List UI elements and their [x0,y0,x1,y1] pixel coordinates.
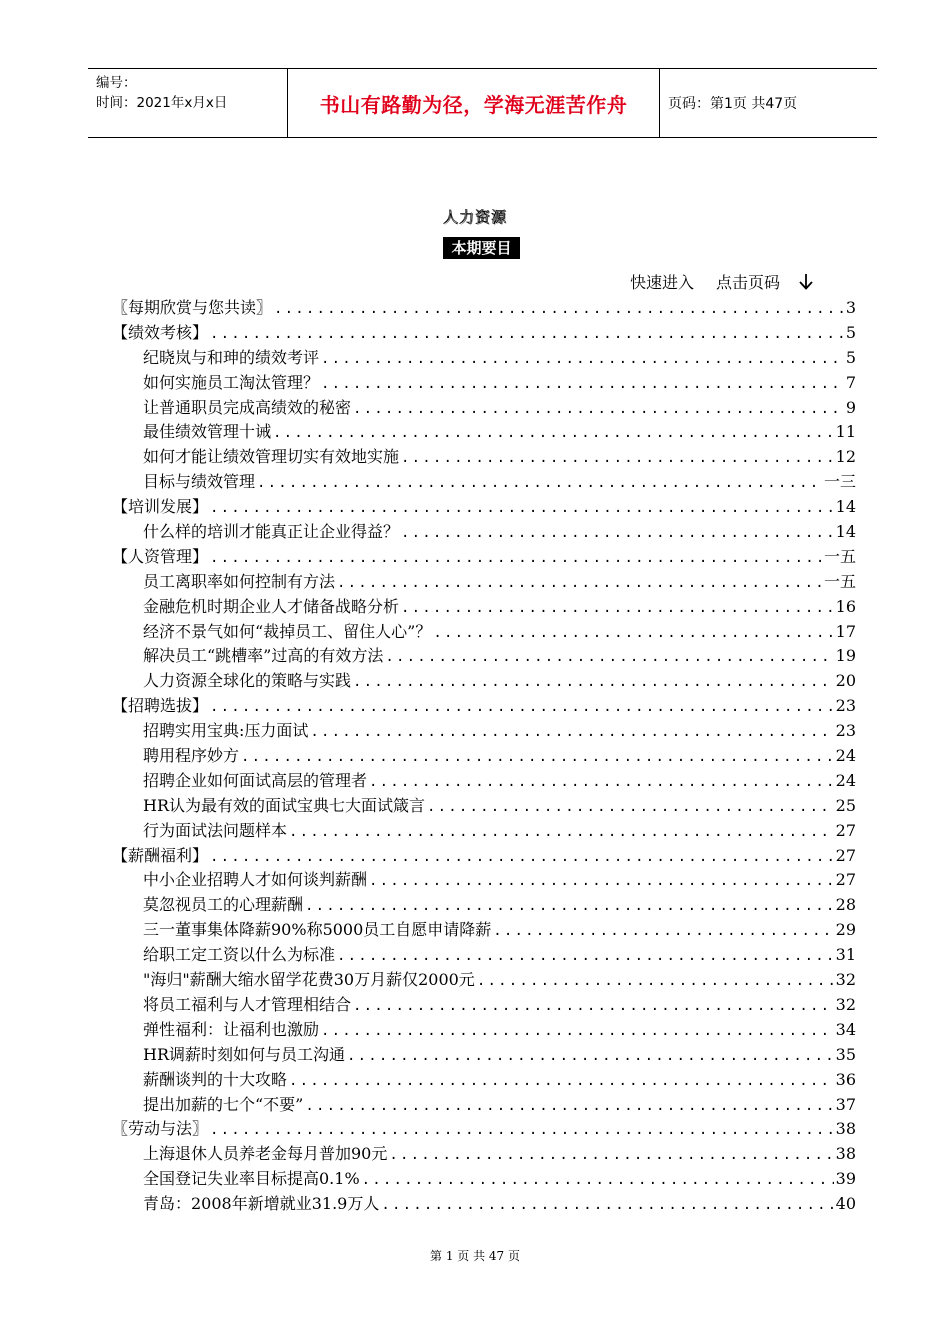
toc-page-link[interactable]: 9 [845,397,856,417]
header-meta [88,69,287,137]
toc-page-link[interactable]: 38 [835,1144,856,1164]
toc-leader [321,1019,834,1044]
toc-page-link[interactable]: 11 [835,422,856,442]
toc-title[interactable]: 行为面试法问题样本 [143,820,288,840]
toc-page-link[interactable]: 27 [835,820,856,840]
toc-section[interactable] [112,844,856,869]
toc-entry[interactable] [112,520,856,545]
toc-title[interactable]: 经济不景气如何“裁掉员工、留住人心”？ [143,621,432,641]
toc-page-link[interactable]: 3 [845,298,856,317]
toc-entry[interactable] [112,1167,856,1192]
toc-entry[interactable] [112,371,856,396]
toc-leader [401,521,834,546]
toc-page-link[interactable]: 17 [835,621,856,641]
toc-leader [401,596,834,621]
toc-page-link[interactable]: 14 [835,522,856,542]
toc-page-link[interactable]: 35 [835,1044,856,1064]
toc-leader [389,1143,833,1168]
toc-section[interactable] [112,321,856,346]
header-motto: 书山有路勤为径，学海无涯苦作舟 [287,69,660,137]
toc-title[interactable]: 中小企业招聘人才如何谈判薪酬 [143,870,368,890]
issue-title: 本期要目 [443,237,520,259]
toc-title[interactable]: 【绩效考核】 [112,322,209,342]
toc-page-link[interactable]: 39 [835,1169,856,1189]
toc-leader [385,645,833,670]
toc-leader [362,1168,834,1193]
toc-entry[interactable] [112,769,856,794]
toc-page-link[interactable]: 32 [835,994,856,1014]
toc-title[interactable]: 人力资源全球化的策略与实践 [143,671,352,691]
toc-entry[interactable] [112,1142,856,1167]
page-footer: 第 1 页 共 47 页 [430,1249,520,1263]
toc-title[interactable]: 如何实施员工淘汰管理？ [143,372,320,392]
toc-entry[interactable] [112,570,856,595]
toc-page-link[interactable]: 37 [835,1094,856,1114]
toc-page-link[interactable]: 27 [835,845,856,865]
toc-entry[interactable] [112,993,856,1018]
toc-page-link[interactable]: 5 [845,322,856,342]
toc-title[interactable]: 目标与绩效管理 [143,472,256,492]
toc-entry[interactable] [112,918,856,943]
toc-title[interactable]: 〖劳动与法〗 [112,1119,209,1139]
toc-title[interactable]: 什么样的培训才能真正让企业得益？ [143,522,400,542]
toc-page-link[interactable]: 14 [835,497,856,517]
toc-entry[interactable] [112,669,856,694]
toc-leader [321,372,844,397]
toc-entry[interactable] [112,346,856,371]
toc-title[interactable]: 员工离职率如何控制有方法 [143,571,336,591]
toc-title[interactable]: 最佳绩效管理十诫 [143,422,272,442]
toc-entry[interactable] [112,396,856,421]
toc-section[interactable] [112,1117,856,1142]
toc-page-link[interactable]: 27 [835,870,856,890]
toc-title[interactable]: 全国登记失业率目标提高0.1% [143,1169,360,1189]
table-of-contents [112,296,856,1217]
toc-leader [210,1118,834,1143]
toc-leader [353,994,834,1019]
toc-leader [210,845,834,870]
toc-title[interactable]: 纪晓岚与和珅的绩效考评 [143,347,320,367]
toc-title[interactable]: 让普通职员完成高绩效的秘密 [143,397,352,417]
toc-entry[interactable] [112,819,856,844]
toc-entry[interactable] [112,943,856,968]
toc-section[interactable] [112,495,856,520]
toc-section[interactable] [112,296,856,321]
toc-leader [289,1069,834,1094]
toc-page-link[interactable]: 19 [835,646,856,666]
toc-title[interactable]: 【培训发展】 [112,497,209,517]
toc-leader [210,695,834,720]
toc-page-link[interactable]: 25 [835,795,856,815]
toc-page-link[interactable]: 20 [835,671,856,691]
toc-leader [381,1193,833,1218]
toc-page-link[interactable]: 24 [835,770,856,790]
toc-entry[interactable] [112,445,856,470]
toc-leader [305,894,834,919]
document-title: 人力资源 [442,208,507,226]
time-label: 时间：2021年x月x日 [96,95,228,111]
toc-entry[interactable] [112,893,856,918]
toc-page-link[interactable]: 36 [835,1069,856,1089]
toc-entry[interactable] [112,794,856,819]
toc-entry[interactable] [112,744,856,769]
toc-title[interactable]: 青岛：2008年新增就业31.9万人 [143,1194,380,1214]
toc-leader [257,471,822,496]
toc-title[interactable]: 〖每期欣赏与您共读〗 [112,298,273,317]
toc-title[interactable]: 【薪酬福利】 [112,845,209,865]
toc-entry[interactable] [112,470,856,495]
toc-title[interactable]: 招聘企业如何面试高层的管理者 [143,770,368,790]
toc-leader [274,297,844,322]
toc-entry[interactable] [112,1043,856,1068]
toc-title[interactable]: 弹性福利：让福利也激励 [143,1019,320,1039]
toc-entry[interactable] [112,595,856,620]
toc-title[interactable]: HR认为最有效的面试宝典七大面试箴言 [143,795,426,815]
toc-section[interactable] [112,694,856,719]
quick-nav-enter: 快速进入 [630,273,695,292]
toc-page-link[interactable]: 29 [835,920,856,940]
toc-title[interactable]: HR调薪时刻如何与员工沟通 [143,1044,346,1064]
toc-title[interactable]: 解决员工“跳槽率”过高的有效方法 [143,646,384,666]
toc-leader [493,919,833,944]
toc-leader [353,670,834,695]
toc-title[interactable]: 【人资管理】 [112,546,209,566]
toc-entry[interactable] [112,620,856,645]
toc-leader [427,795,834,820]
toc-leader [310,720,833,745]
toc-entry[interactable] [112,868,856,893]
toc-title[interactable]: 上海退休人员养老金每月普加90元 [143,1144,388,1164]
toc-title[interactable]: "海归"薪酬大缩水留学花费30万月薪仅2000元 [143,970,475,990]
toc-section[interactable] [112,545,856,570]
toc-title[interactable]: 将员工福利与人才管理相结合 [143,994,352,1014]
toc-title[interactable]: 金融危机时期企业人才储备战略分析 [143,596,400,616]
toc-title[interactable]: 提出加薪的七个“不要” [143,1094,304,1114]
toc-leader [401,446,834,471]
toc-page-link[interactable]: 40 [835,1194,856,1214]
header-page-label: 页码：第1页 共47页 [668,96,798,112]
quick-nav-click: 点击页码 [716,273,781,292]
quick-nav [630,270,814,293]
toc-leader [210,496,834,521]
toc-page-link[interactable]: 5 [845,347,856,367]
toc-title[interactable]: 三一董事集体降薪90%称5000员工自愿申请降薪 [143,920,492,940]
toc-entry[interactable] [112,968,856,993]
toc-leader [273,421,834,446]
toc-page-link[interactable]: 24 [835,746,856,766]
toc-entry[interactable] [112,420,856,445]
toc-title[interactable]: 聘用程序妙方 [143,746,240,766]
toc-title[interactable]: 给职工定工资以什么为标准 [143,945,336,965]
toc-page-link[interactable]: 一三 [823,472,856,492]
toc-leader [210,322,844,347]
toc-title[interactable]: 莫忽视员工的心理薪酬 [143,895,304,915]
toc-entry[interactable] [112,644,856,669]
arrow-down-icon [798,273,814,291]
toc-page-link[interactable]: 34 [835,1019,856,1039]
toc-leader [241,745,834,770]
toc-entry[interactable] [112,1018,856,1043]
toc-entry[interactable] [112,1192,856,1217]
toc-title[interactable]: 薪酬谈判的十大攻略 [143,1069,288,1089]
page-header [88,68,877,138]
toc-page-link[interactable]: 一五 [823,546,856,566]
toc-title[interactable]: 招聘实用宝典:压力面试 [143,721,309,741]
toc-leader [347,1044,834,1069]
toc-page-link[interactable]: 23 [835,696,856,716]
toc-entry[interactable] [112,719,856,744]
toc-leader [289,820,834,845]
toc-leader [305,1094,833,1119]
toc-leader [369,770,834,795]
toc-page-link[interactable]: 一五 [823,571,856,591]
toc-leader [337,944,834,969]
toc-page-link[interactable]: 16 [835,596,856,616]
number-label: 编号： [96,75,137,91]
toc-leader [321,347,844,372]
toc-leader [353,397,844,422]
toc-page-link[interactable]: 38 [835,1119,856,1139]
toc-entry[interactable] [112,1093,856,1118]
toc-leader [477,969,834,994]
toc-page-link[interactable]: 28 [835,895,856,915]
toc-page-link[interactable]: 32 [835,970,856,990]
toc-page-link[interactable]: 7 [845,372,856,392]
toc-leader [337,571,822,596]
toc-title[interactable]: 如何才能让绩效管理切实有效地实施 [143,447,400,467]
toc-leader [369,869,834,894]
toc-leader [210,546,822,571]
toc-leader [433,621,833,646]
toc-page-link[interactable]: 31 [835,945,856,965]
toc-title[interactable]: 【招聘选拔】 [112,696,209,716]
toc-page-link[interactable]: 12 [835,447,856,467]
toc-entry[interactable] [112,1068,856,1093]
toc-page-link[interactable]: 23 [835,721,856,741]
